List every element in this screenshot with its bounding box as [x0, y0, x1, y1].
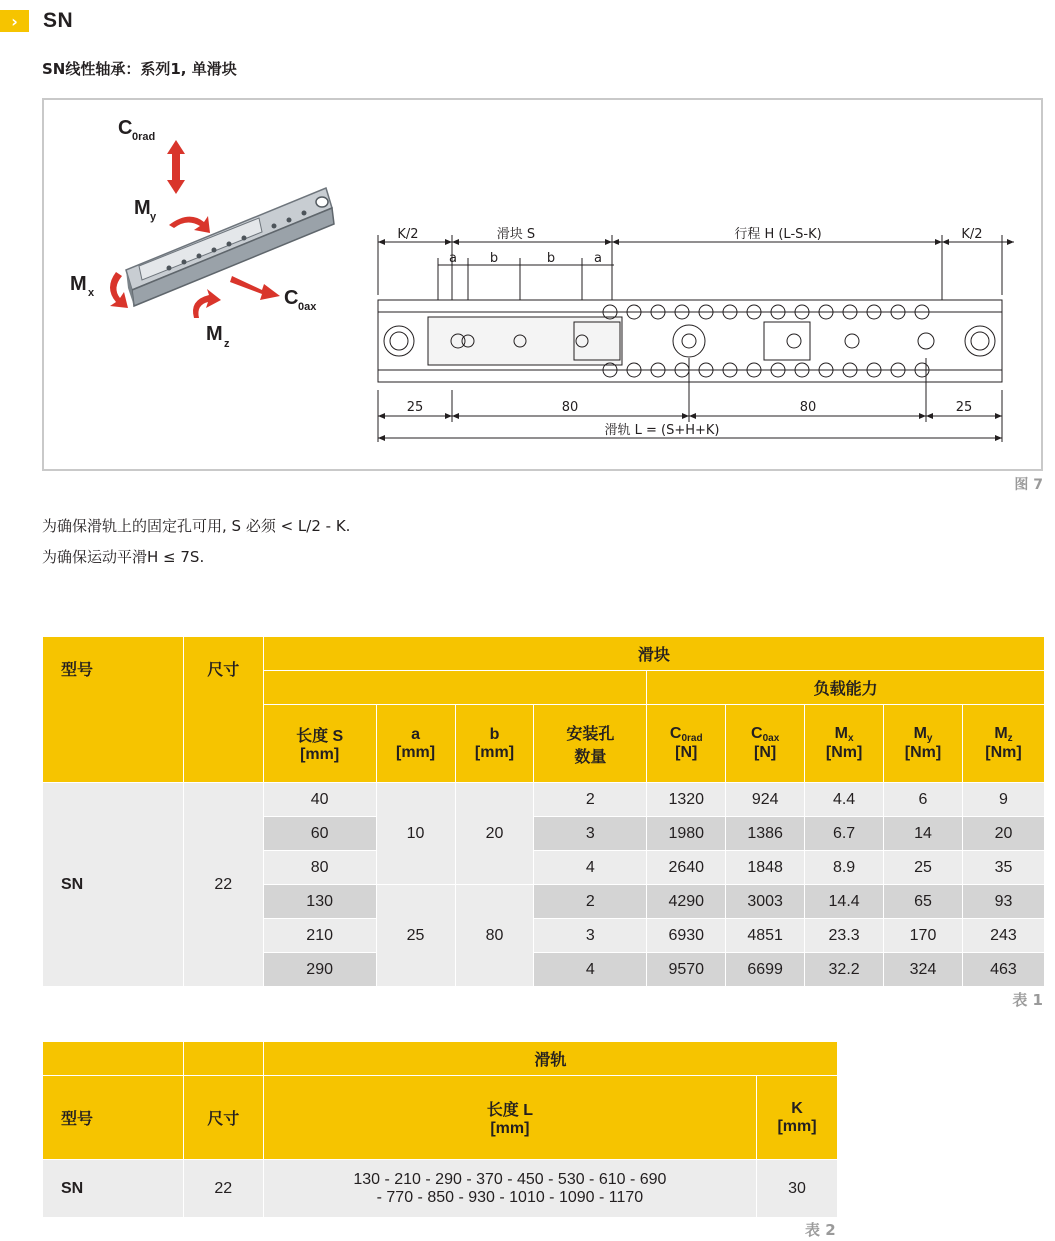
c0rad-sub-label: 0rad [132, 131, 156, 143]
cell-my: 14 [884, 817, 963, 851]
table-row [43, 783, 1045, 817]
cell-model: SN [43, 783, 184, 987]
cell-size: 22 [183, 1160, 263, 1218]
header-size: 尺寸 [183, 637, 263, 783]
header-b: b [mm] [455, 705, 534, 783]
chevron-right-icon: › [0, 10, 29, 32]
cell-mz: 9 [962, 783, 1044, 817]
mx-sub-label: x [88, 287, 95, 299]
header-size: 尺寸 [183, 1076, 263, 1160]
cell-holes: 2 [534, 885, 647, 919]
dim-25-left: 25 [406, 400, 424, 415]
cell-s: 210 [263, 919, 376, 953]
bearing-drawing [44, 100, 1041, 469]
header-model: 型号 [43, 637, 184, 783]
cell-c0rad: 4290 [647, 885, 726, 919]
mz-arrow-icon [193, 289, 221, 318]
cell-size: 22 [183, 783, 263, 987]
header-length-s: 长度 S [mm] [263, 705, 376, 783]
cell-holes: 3 [534, 919, 647, 953]
header-blank [263, 671, 647, 705]
cell-a-group1: 10 [376, 783, 455, 885]
c0ax-label: C [284, 287, 299, 309]
cell-c0rad: 2640 [647, 851, 726, 885]
cell-s: 80 [263, 851, 376, 885]
dim-k-half-left: K/2 [397, 227, 419, 242]
cell-mx: 23.3 [805, 919, 884, 953]
cell-c0ax: 4851 [726, 919, 805, 953]
section-header [0, 8, 73, 34]
table-2-label: 表 2 [805, 1221, 836, 1239]
cell-my: 6 [884, 783, 963, 817]
header-length-l: 长度 L [mm] [263, 1076, 756, 1160]
c0rad-arrow-icon [167, 140, 185, 194]
header-mx: $M_x$ [Nm] [805, 705, 884, 783]
rail-3d-illustration [126, 188, 334, 306]
header-my: $M_y$ [Nm] [884, 705, 963, 783]
note-line-1: 为确保滑轨上的固定孔可用, S 必须 < L/2 - K. [42, 517, 351, 535]
header-holes: 安装孔 数量 [534, 705, 647, 783]
cell-holes: 4 [534, 851, 647, 885]
figure-7-panel [42, 98, 1043, 471]
cell-mz: 463 [962, 953, 1044, 987]
cell-b-group1: 20 [455, 783, 534, 885]
note-line-2: 为确保运动平滑H ≤ 7S. [42, 548, 205, 566]
figure-label: 图 7 [1014, 477, 1043, 493]
dim-25-right: 25 [955, 400, 973, 415]
header-mz: $M_z$ [Nm] [962, 705, 1044, 783]
table-row [43, 1160, 838, 1218]
dim-b-right: b [546, 251, 556, 266]
cell-mx: 4.4 [805, 783, 884, 817]
mz-label: M [206, 323, 223, 345]
header-model: 型号 [43, 1076, 184, 1160]
cell-b-group2: 80 [455, 885, 534, 987]
mz-sub-label: z [224, 338, 230, 350]
table-rail-specs [42, 1041, 838, 1218]
cell-mx: 6.7 [805, 817, 884, 851]
cell-my: 324 [884, 953, 963, 987]
cell-my: 25 [884, 851, 963, 885]
header-k: K [mm] [757, 1076, 838, 1160]
cell-mx: 8.9 [805, 851, 884, 885]
cell-c0ax: 924 [726, 783, 805, 817]
cell-c0rad: 6930 [647, 919, 726, 953]
dim-stroke-h: 行程 H (L-S-K) [734, 227, 822, 242]
page-title: SN [43, 9, 74, 32]
page-subtitle: SN线性轴承：系列1, 单滑块 [42, 60, 237, 78]
cell-mz: 93 [962, 885, 1044, 919]
mx-label: M [70, 273, 87, 295]
dim-b-left: b [489, 251, 499, 266]
cell-c0ax: 6699 [726, 953, 805, 987]
cell-c0ax: 3003 [726, 885, 805, 919]
header-c0ax: $C_{0ax}$ [N] [726, 705, 805, 783]
header-slider: 滑块 [263, 637, 1044, 671]
cell-c0rad: 1980 [647, 817, 726, 851]
cell-mz: 243 [962, 919, 1044, 953]
cell-s: 60 [263, 817, 376, 851]
cell-s: 130 [263, 885, 376, 919]
cell-c0rad: 1320 [647, 783, 726, 817]
cell-mx: 14.4 [805, 885, 884, 919]
cell-mz: 35 [962, 851, 1044, 885]
cell-mx: 32.2 [805, 953, 884, 987]
my-label: M [134, 197, 151, 219]
header-rail: 滑轨 [263, 1042, 837, 1076]
header-load-capacity: 负载能力 [647, 671, 1045, 705]
cell-s: 290 [263, 953, 376, 987]
cell-holes: 3 [534, 817, 647, 851]
cell-mz: 20 [962, 817, 1044, 851]
header-a: a [mm] [376, 705, 455, 783]
dim-a-left: a [449, 251, 457, 266]
table-1-label: 表 1 [1012, 991, 1043, 1009]
cell-holes: 4 [534, 953, 647, 987]
mx-arrow-icon [110, 272, 128, 308]
table-slider-specs [42, 636, 1045, 987]
dim-80-right: 80 [799, 400, 817, 415]
my-arrow-icon [169, 216, 210, 233]
dim-rail-total: 滑轨 L = (S+H+K) [604, 423, 720, 438]
cell-c0rad: 9570 [647, 953, 726, 987]
cell-lengths: 130 - 210 - 290 - 370 - 450 - 530 - 610 - 690 - 770 - 850 - 930 - 1010 - 1090 - 1170 [263, 1160, 756, 1218]
cell-model: SN [43, 1160, 184, 1218]
c0ax-arrow-icon [230, 276, 280, 300]
cell-a-group2: 25 [376, 885, 455, 987]
cell-s: 40 [263, 783, 376, 817]
dim-80-left: 80 [561, 400, 579, 415]
dim-slider-s: 滑块 S [496, 227, 536, 242]
c0ax-sub-label: 0ax [298, 301, 317, 313]
cell-my: 170 [884, 919, 963, 953]
header-blank-size [183, 1042, 263, 1076]
cell-holes: 2 [534, 783, 647, 817]
header-blank-model [43, 1042, 184, 1076]
dim-k-half-right: K/2 [961, 227, 983, 242]
my-sub-label: y [150, 211, 157, 223]
cell-c0ax: 1386 [726, 817, 805, 851]
rail-technical-drawing [378, 235, 1014, 442]
c0rad-label: C [118, 117, 133, 139]
cell-my: 65 [884, 885, 963, 919]
header-c0rad: $C_{0rad}$ [N] [647, 705, 726, 783]
dim-a-right: a [594, 251, 602, 266]
cell-c0ax: 1848 [726, 851, 805, 885]
cell-k: 30 [757, 1160, 838, 1218]
